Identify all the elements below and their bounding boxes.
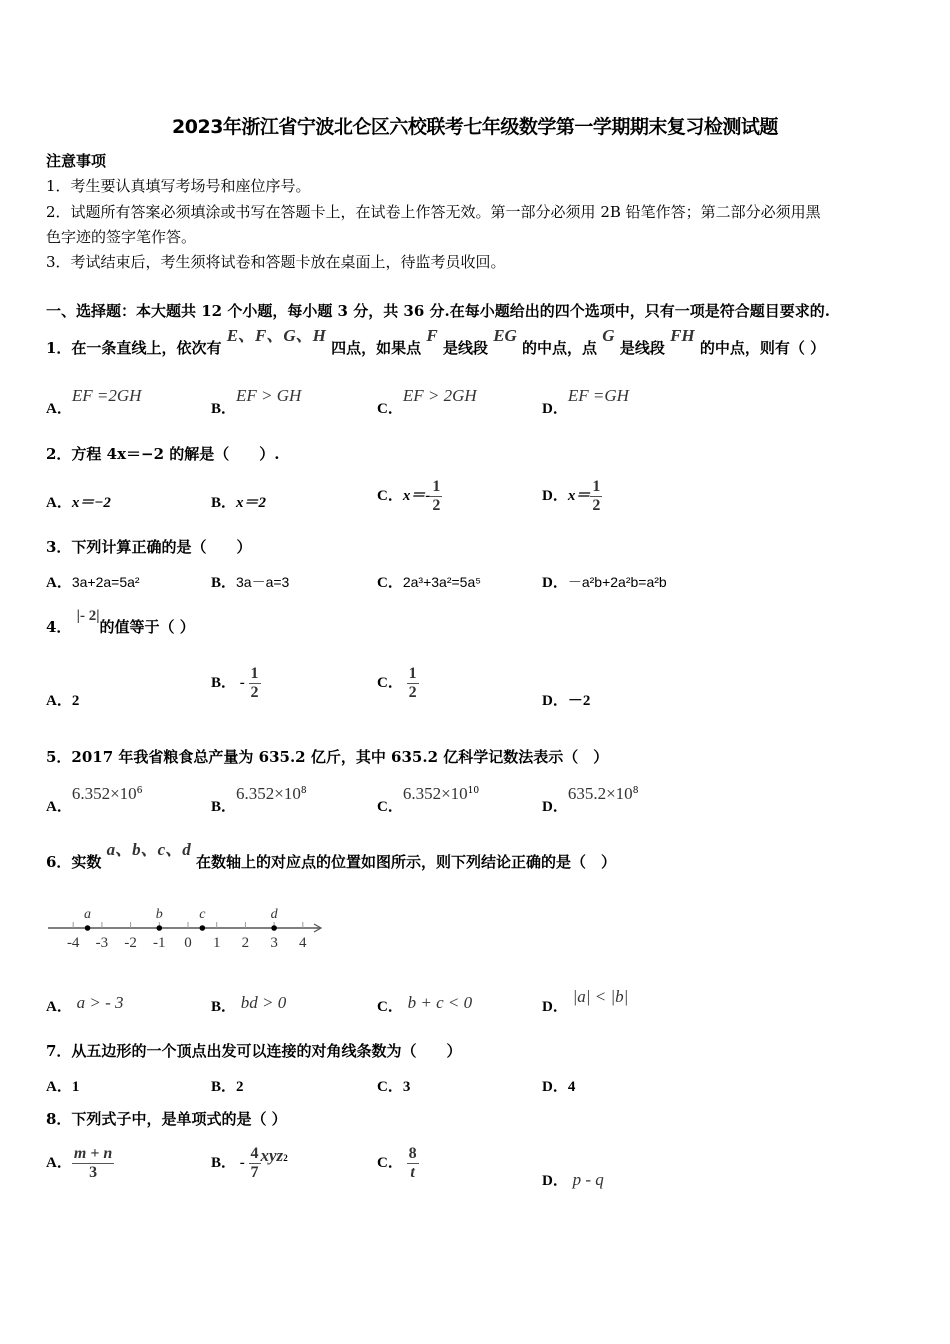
fraction bbox=[72, 1145, 114, 1182]
option-label: A． bbox=[46, 999, 72, 1015]
option-label: C． bbox=[377, 999, 403, 1015]
fraction bbox=[590, 478, 602, 515]
option-b[interactable] bbox=[211, 1145, 288, 1182]
denominator: 2 bbox=[408, 684, 417, 701]
option-math: bd > 0 bbox=[240, 993, 287, 1012]
minus-sign: - bbox=[239, 674, 245, 691]
question-8: 8．下列式子中，是单项式的是（ ） bbox=[46, 1110, 287, 1128]
option-b[interactable] bbox=[211, 992, 286, 1013]
option-math: xyz bbox=[260, 1145, 284, 1165]
option-label: B． bbox=[211, 495, 237, 511]
fraction bbox=[249, 1145, 261, 1182]
option-a[interactable] bbox=[46, 1145, 114, 1182]
point-label: b bbox=[155, 907, 163, 922]
q-number: 4． bbox=[46, 618, 72, 636]
option-label: C． bbox=[377, 674, 403, 691]
option-b[interactable] bbox=[211, 385, 302, 417]
denominator: 3 bbox=[89, 1164, 98, 1181]
point-label: c bbox=[199, 907, 206, 922]
option-math: 6.352×10 bbox=[71, 784, 137, 803]
notice-item: 色字迹的签字笔作答。 bbox=[46, 228, 197, 246]
option-label: A． bbox=[46, 575, 72, 591]
denominator: 2 bbox=[592, 497, 601, 514]
option-a[interactable] bbox=[46, 992, 124, 1013]
option-math: EF > 2GH bbox=[402, 386, 477, 405]
option-label: A． bbox=[46, 1079, 72, 1095]
option-d[interactable] bbox=[542, 478, 602, 515]
option-c[interactable] bbox=[377, 571, 481, 592]
q-math: a、b、c、d bbox=[106, 840, 191, 859]
question-5: 5．2017 年我省粮食总产量为 635.2 亿斤，其中 635.2 亿科学记数法表示（ ） bbox=[46, 748, 609, 766]
option-label: D． bbox=[542, 799, 568, 815]
q-text: 的中点，点 bbox=[522, 339, 598, 357]
option-label: D． bbox=[542, 693, 568, 709]
option-c[interactable] bbox=[377, 783, 480, 815]
option-text: 2a³+3a²=5a⁵ bbox=[402, 574, 482, 590]
numerator: 1 bbox=[250, 665, 259, 682]
q-math: G bbox=[602, 326, 615, 345]
option-math: a > - 3 bbox=[76, 993, 124, 1012]
question-2: 2．方程 4x＝−2 的解是（ ）. bbox=[46, 445, 280, 463]
option-label: C． bbox=[377, 487, 403, 504]
option-label: C． bbox=[377, 1154, 403, 1171]
q-text: 是线段 bbox=[619, 339, 665, 357]
option-math: EF > GH bbox=[236, 386, 302, 405]
option-math: 635.2×10 bbox=[567, 784, 633, 803]
tick-label: -4 bbox=[66, 935, 80, 951]
option-label: A． bbox=[46, 495, 72, 511]
option-math: b + c < 0 bbox=[407, 993, 473, 1012]
option-label: D． bbox=[542, 401, 568, 417]
q-text: 的中点，则有（ ） bbox=[699, 339, 826, 357]
option-d[interactable] bbox=[542, 1169, 604, 1190]
point-b bbox=[157, 925, 163, 931]
option-label: D． bbox=[542, 487, 568, 504]
tick-label: 3 bbox=[270, 935, 278, 951]
number-line bbox=[40, 895, 340, 955]
fraction bbox=[249, 665, 261, 702]
q-math: EG bbox=[493, 326, 517, 345]
option-text: －2 bbox=[567, 693, 591, 709]
q-math: F bbox=[426, 326, 438, 345]
option-label: A． bbox=[46, 799, 72, 815]
option-label: B． bbox=[211, 799, 237, 815]
denominator: t bbox=[410, 1164, 415, 1181]
page-title: 2023年浙江省宁波北仑区六校联考七年级数学第一学期期末复习检测试题 bbox=[172, 116, 778, 138]
option-d[interactable] bbox=[542, 986, 629, 1015]
question-3: 3．下列计算正确的是（ ） bbox=[46, 538, 252, 556]
question-7: 7．从五边形的一个顶点出发可以连接的对角线条数为（ ） bbox=[46, 1042, 462, 1060]
option-c[interactable] bbox=[377, 478, 442, 515]
notice-item: 1．考生要认真填写考场号和座位序号。 bbox=[46, 177, 311, 195]
tick-label: 1 bbox=[212, 935, 221, 951]
option-label: A． bbox=[46, 1154, 72, 1171]
q-math: E、F、G、H bbox=[226, 326, 326, 345]
point-a bbox=[85, 925, 91, 931]
numerator: 1 bbox=[592, 478, 601, 495]
fraction bbox=[407, 665, 419, 702]
option-math: p - q bbox=[572, 1170, 604, 1189]
fraction bbox=[430, 478, 442, 515]
option-label: B． bbox=[211, 1154, 237, 1171]
option-d[interactable] bbox=[542, 571, 667, 592]
notice-item: 2．试题所有答案必须填涂或书写在答题卡上，在试卷上作答无效。第一部分必须用 2B 铅笔作答；第二部分必须用黑 bbox=[46, 203, 821, 221]
option-label: C． bbox=[377, 1079, 403, 1095]
option-label: B． bbox=[211, 401, 237, 417]
option-label: D． bbox=[542, 575, 568, 591]
numerator: 1 bbox=[432, 478, 441, 495]
option-label: D． bbox=[542, 999, 568, 1015]
option-a[interactable] bbox=[46, 491, 111, 512]
option-c[interactable] bbox=[377, 1075, 410, 1096]
notice-item: 3．考试结束后，考生须将试卷和答题卡放在桌面上，待监考员收回。 bbox=[46, 253, 506, 271]
question-4 bbox=[46, 608, 195, 638]
question-1 bbox=[46, 326, 826, 358]
tick-label: 2 bbox=[241, 935, 250, 951]
option-text: 1 bbox=[71, 1079, 80, 1095]
option-c[interactable] bbox=[377, 992, 472, 1013]
option-b[interactable] bbox=[211, 571, 289, 592]
q-text: 四点，如果点 bbox=[331, 339, 422, 357]
fraction bbox=[407, 1145, 419, 1182]
exponent: 8 bbox=[300, 786, 307, 796]
numerator: 1 bbox=[408, 665, 417, 682]
point-label: d bbox=[270, 907, 278, 922]
q-text: 的值等于（ ） bbox=[99, 618, 195, 636]
option-b[interactable] bbox=[211, 665, 261, 702]
option-math: x＝−2 bbox=[71, 495, 111, 511]
option-a[interactable] bbox=[46, 1075, 79, 1096]
option-math: |a| < |b| bbox=[572, 987, 629, 1006]
tick-label: -1 bbox=[153, 935, 166, 951]
option-math: EF =2GH bbox=[71, 386, 142, 405]
option-label: B． bbox=[211, 575, 237, 591]
q-text: 是线段 bbox=[442, 339, 488, 357]
denominator: 2 bbox=[250, 684, 259, 701]
option-math: 6.352×10 bbox=[402, 784, 468, 803]
tick-label: 0 bbox=[184, 935, 192, 951]
option-c[interactable] bbox=[377, 665, 419, 702]
question-6 bbox=[46, 840, 616, 872]
option-label: B． bbox=[211, 999, 237, 1015]
option-math: EF =GH bbox=[567, 386, 629, 405]
option-math: x＝2 bbox=[236, 495, 267, 511]
option-text: －a²b+2a²b=a²b bbox=[567, 574, 667, 590]
option-text: 3 bbox=[402, 1079, 411, 1095]
denominator: 2 bbox=[432, 497, 441, 514]
option-text: 3a+2a=5a² bbox=[71, 574, 140, 590]
option-label: A． bbox=[46, 401, 72, 417]
numerator: 8 bbox=[408, 1145, 417, 1162]
option-math: x＝- bbox=[402, 487, 431, 504]
option-label: B． bbox=[211, 1079, 237, 1095]
numerator: 4 bbox=[250, 1145, 259, 1162]
q-text: 1．在一条直线上，依次有 bbox=[46, 339, 222, 357]
section-heading: 一、选择题：本大题共 12 个小题，每小题 3 分，共 36 分.在每小题给出的四个选项中，只有一项是符合题目要求的. bbox=[46, 302, 830, 320]
option-b[interactable] bbox=[211, 783, 307, 815]
tick-label: 4 bbox=[299, 935, 307, 951]
option-label: A． bbox=[46, 693, 72, 709]
point-label: a bbox=[84, 907, 92, 922]
option-label: C． bbox=[377, 799, 403, 815]
option-label: D． bbox=[542, 1079, 568, 1095]
exponent: 8 bbox=[632, 786, 639, 796]
option-d[interactable] bbox=[542, 1075, 575, 1096]
exponent: 10 bbox=[467, 786, 480, 796]
option-d[interactable] bbox=[542, 783, 639, 815]
notice-heading: 注意事项 bbox=[46, 152, 107, 170]
tick-label: -3 bbox=[95, 935, 109, 951]
q-text: 在数轴上的对应点的位置如图所示，则下列结论正确的是（ ） bbox=[195, 853, 616, 871]
q-text: 6．实数 bbox=[46, 853, 102, 871]
option-math: 6.352×10 bbox=[236, 784, 301, 803]
minus-sign: - bbox=[239, 1154, 245, 1171]
option-a[interactable] bbox=[46, 783, 143, 815]
option-math: x＝ bbox=[567, 487, 591, 504]
option-a[interactable] bbox=[46, 689, 79, 710]
option-label: C． bbox=[377, 401, 403, 417]
point-d bbox=[271, 925, 277, 931]
numerator: m + n bbox=[73, 1145, 113, 1162]
option-text: 3a－a=3 bbox=[236, 574, 290, 590]
option-text: 2 bbox=[236, 1079, 244, 1095]
option-b[interactable] bbox=[211, 1075, 244, 1096]
option-c[interactable] bbox=[377, 1145, 419, 1182]
option-label: C． bbox=[377, 575, 403, 591]
q-math: FH bbox=[670, 326, 695, 345]
option-d[interactable] bbox=[542, 689, 590, 710]
option-a[interactable] bbox=[46, 571, 140, 592]
option-label: D． bbox=[542, 1173, 568, 1189]
option-a[interactable] bbox=[46, 385, 142, 417]
tick-label: -2 bbox=[124, 935, 137, 951]
option-c[interactable] bbox=[377, 385, 477, 417]
denominator: 7 bbox=[250, 1164, 259, 1181]
option-d[interactable] bbox=[542, 385, 629, 417]
option-text: 2 bbox=[71, 693, 80, 709]
exponent: 6 bbox=[136, 786, 143, 796]
option-b[interactable] bbox=[211, 491, 266, 512]
option-text: 4 bbox=[567, 1079, 576, 1095]
option-label: B． bbox=[211, 674, 237, 691]
q-math: |- 2| bbox=[76, 608, 100, 624]
point-c bbox=[200, 925, 206, 931]
exponent: 2 bbox=[283, 1152, 288, 1163]
